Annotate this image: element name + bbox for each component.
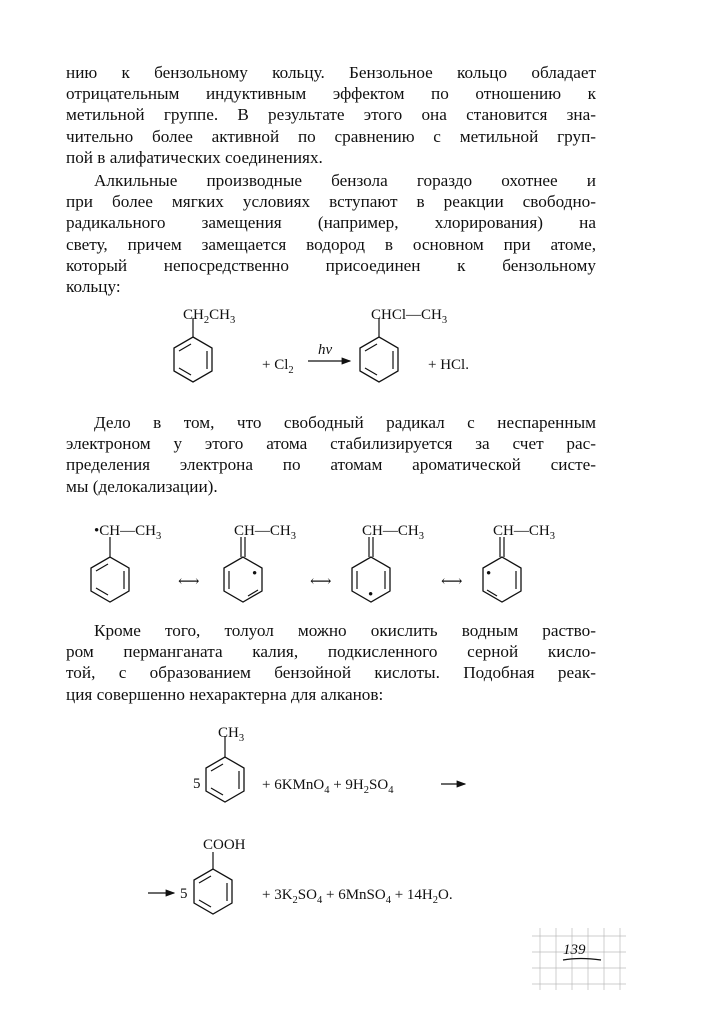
coefficient: 5 bbox=[193, 776, 201, 792]
text-line: Алкильные производные бензола гораздо охотнее и bbox=[94, 171, 596, 190]
text-line: электроном у этого атома стабилизируется за счет рас- bbox=[66, 434, 596, 454]
resonance-structure-3 bbox=[352, 523, 424, 603]
page-number-box bbox=[532, 928, 626, 990]
resonance-arrow-icon: ⟷ bbox=[178, 574, 200, 590]
text-line: пой в алифатических соединениях. bbox=[66, 147, 323, 167]
text-line: при более мягких условиях вступают в реакции свободно- bbox=[66, 192, 596, 212]
benzoic-acid-structure bbox=[180, 837, 246, 914]
resonance-structure-4 bbox=[483, 523, 555, 602]
toluene-structure bbox=[193, 725, 244, 802]
text-line: чительно более активной по сравнению с метильной груп- bbox=[66, 126, 596, 146]
radical-dot: • bbox=[252, 566, 258, 582]
text-line: метильной группе. В результате этого она становится зна- bbox=[66, 105, 596, 125]
carboxyl-group-label: COOH bbox=[203, 837, 246, 853]
radical-label: $•CH—CH_3$ bbox=[94, 523, 162, 542]
resonance-structure-1 bbox=[91, 523, 161, 602]
ethylbenzene-structure bbox=[174, 307, 235, 382]
reaction-chlorination bbox=[174, 307, 469, 382]
structure-label: $CH—CH_3$ bbox=[362, 523, 424, 542]
text-line: ром перманганата калия, подкисленного серной кисло- bbox=[66, 642, 596, 662]
hcl-byproduct: + HCl. bbox=[428, 357, 469, 373]
structure-label: $CH—CH_3$ bbox=[234, 523, 296, 542]
text-line: Дело в том, что свободный радикал с неспаренным bbox=[94, 413, 596, 432]
text-line: мы (делокализации). bbox=[66, 476, 218, 496]
page-number-underline bbox=[563, 959, 601, 961]
coefficient: 5 bbox=[180, 886, 188, 902]
ethyl-group-label: $CH_2CH_3$ bbox=[183, 307, 236, 326]
resonance-structures bbox=[91, 523, 555, 603]
radical-dot: • bbox=[368, 587, 374, 603]
light-condition: hν bbox=[318, 342, 333, 358]
page-number: 139 bbox=[563, 942, 586, 958]
text-line: той, с образованием бензойной кислоты. Подобная реак- bbox=[66, 663, 596, 683]
chlorine-reagent: + $Cl_2$ bbox=[262, 357, 294, 376]
text-line: который непосредственно присоединен к бензольному bbox=[66, 255, 596, 275]
text-line: радикального замещения (например, хлорирования) на bbox=[66, 213, 596, 233]
text-line: ция совершенно нехарактерна для алканов: bbox=[66, 684, 384, 704]
text-line: пределения электрона по атомам ароматической систе- bbox=[66, 455, 596, 475]
text-line: кольцу: bbox=[66, 277, 121, 297]
radical-dot: • bbox=[486, 566, 492, 582]
products: + $3K_2SO_4$ + 6MnSO$_4$ + $14H_2O$. bbox=[262, 887, 453, 906]
resonance-arrow-icon: ⟷ bbox=[310, 574, 332, 590]
text-line: Кроме того, толуол можно окислить водным раство- bbox=[94, 621, 596, 640]
reagents: + 6KMnO$_4$ + $9H_2SO_4$ bbox=[262, 777, 394, 796]
resonance-structure-2 bbox=[224, 523, 296, 602]
structure-label: $CH—CH_3$ bbox=[493, 523, 555, 542]
chloroethyl-group-label: $CHCl—CH_3$ bbox=[371, 307, 448, 326]
text-line: свету, причем замещается водород в основном при атоме, bbox=[66, 234, 596, 254]
reaction-oxidation bbox=[148, 725, 465, 914]
text-line: отрицательным индуктивным эффектом по отношению к bbox=[66, 84, 596, 104]
methyl-group-label: $CH_3$ bbox=[218, 725, 245, 744]
text-line: нию к бензольному кольцу. Бензольное кольцо обладает bbox=[66, 63, 596, 82]
resonance-arrow-icon: ⟷ bbox=[441, 574, 463, 590]
